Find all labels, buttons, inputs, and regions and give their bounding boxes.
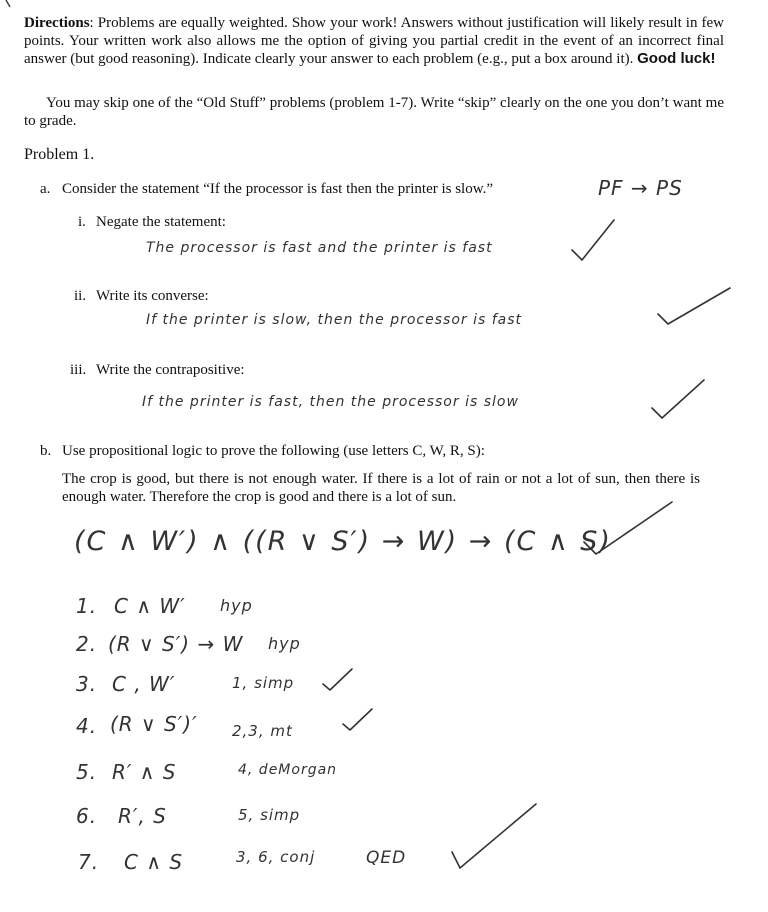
step-number: 6. <box>76 804 98 828</box>
checkmark-icon <box>580 498 676 562</box>
checkmark-icon <box>448 800 540 872</box>
item-ii-answer: If the printer is slow, then the processor is fast <box>146 312 523 328</box>
checkmark-icon <box>654 284 734 334</box>
item-ii-prompt: Write its converse: <box>96 288 209 304</box>
step-expression: (R ∨ S′) → W <box>108 632 244 656</box>
step-number: 7. <box>78 850 100 874</box>
checkmark-icon <box>568 214 618 264</box>
step-number: 3. <box>76 672 98 696</box>
directions-paragraph <box>24 14 724 68</box>
part-a-text: Consider the statement “If the processor is fast then the printer is slow.” <box>62 181 493 197</box>
item-i-label: i. <box>78 214 86 230</box>
item-i-answer: The processor is fast and the printer is fast <box>146 240 493 256</box>
step-number: 2. <box>76 632 98 656</box>
step-expression: C , W′ <box>112 672 176 696</box>
part-a-annotation: PF → PS <box>598 176 683 200</box>
item-iii-label: iii. <box>70 362 87 378</box>
problem-title: Problem 1. <box>24 146 95 163</box>
skip-note: You may skip one of the “Old Stuff” problems (problem 1-7). Write “skip” clearly on the one you don’t want me to grade. <box>24 95 724 129</box>
checkmark-icon <box>340 706 376 734</box>
part-b-statement: The crop is good, but there is not enough water. If there is a lot of rain or not a lot of sun, then there is enough water. Therefore the crop is good and there is a lot of sun. <box>62 471 700 505</box>
scan-mark <box>0 0 20 14</box>
item-iii-answer: If the printer is fast, then the processor is slow <box>142 394 519 410</box>
item-ii-label: ii. <box>74 288 87 304</box>
directions-text: : Problems are equally weighted. Show your work! Answers without justification will likely result in few points. Your written work also allows me the option of giving you partial credit in the event of an incorrect final answer (but good reasoning). Indicate clearly your answer to each problem (e.g., put a box around it). <box>24 15 724 67</box>
step-reason: 5, simp <box>238 806 301 824</box>
step-reason: 4, deMorgan <box>238 762 338 778</box>
part-b-text: Use propositional logic to prove the following (use letters C, W, R, S): <box>62 443 485 459</box>
item-i-prompt: Negate the statement: <box>96 214 226 230</box>
step-expression: (R ∨ S′)′ <box>110 712 198 736</box>
good-luck: Good luck! <box>637 50 716 67</box>
step-reason: 3, 6, conj <box>236 848 316 866</box>
item-iii-prompt: Write the contrapositive: <box>96 362 245 378</box>
step-expression: R′ ∧ S <box>112 760 177 784</box>
step-number: 1. <box>76 594 98 618</box>
proof-formula: (C ∧ W′) ∧ ((R ∨ S′) → W) → (C ∧ S) <box>74 526 612 557</box>
step-reason: 1, simp <box>232 674 295 692</box>
step-reason: hyp <box>220 596 253 615</box>
step-expression: C ∧ W′ <box>114 594 186 618</box>
step-reason: 2,3, mt <box>232 722 293 740</box>
step-reason: hyp <box>268 634 301 653</box>
step-expression: R′, S <box>118 804 167 828</box>
qed-mark: QED <box>366 848 407 868</box>
step-expression: C ∧ S <box>124 850 184 874</box>
checkmark-icon <box>320 666 356 694</box>
step-number: 4. <box>76 714 98 738</box>
part-a-label: a. <box>40 181 51 197</box>
part-b-label: b. <box>40 443 52 459</box>
directions-label: Directions <box>24 15 90 31</box>
step-number: 5. <box>76 760 98 784</box>
checkmark-icon <box>648 376 708 424</box>
